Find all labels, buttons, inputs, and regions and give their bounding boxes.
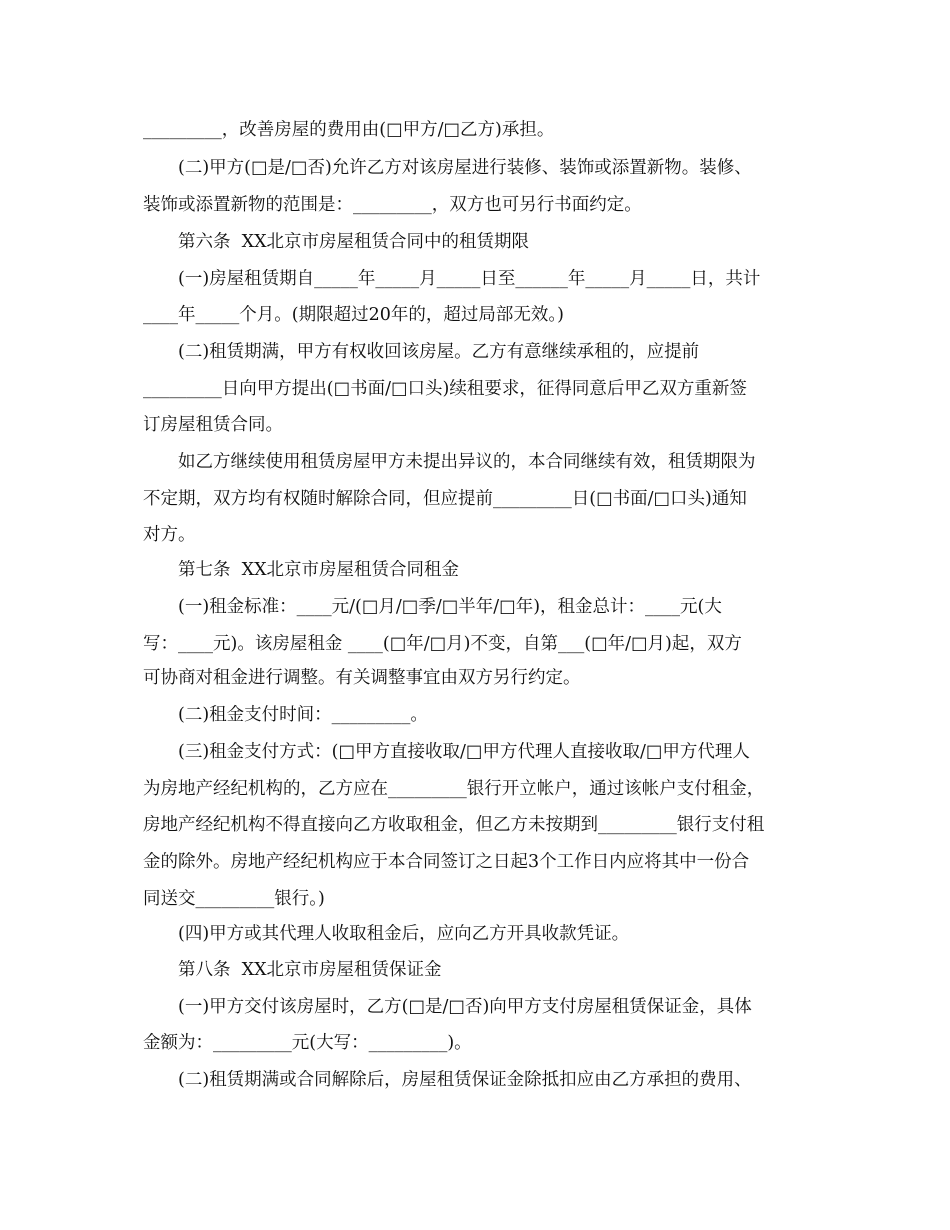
paragraph-line: (二)租赁期满，甲方有权收回该房屋。乙方有意继续承租的，应提前 [178,342,700,362]
section-heading: 第六条 XX北京市房屋租赁合同中的租赁期限 [178,232,530,252]
paragraph-line: ____年_____个月。(期限超过20年的，超过局部无效。) [143,305,564,325]
section-heading: 第八条 XX北京市房屋租赁保证金 [178,960,442,980]
paragraph-line: 金的除外。房地产经纪机构应于本合同签订之日起3个工作日内应将其中一份合 [143,852,750,872]
paragraph-line: 不定期，双方均有权随时解除合同，但应提前_________日(□书面/□口头)通知 [143,489,747,509]
section-heading: 第七条 XX北京市房屋租赁合同租金 [178,560,460,580]
paragraph-line: (二)租赁期满或合同解除后，房屋租赁保证金除抵扣应由乙方承担的费用、 [178,1070,752,1090]
paragraph-line: (一)房屋租赁期自_____年_____月_____日至______年_____月_____日，共计 [178,269,761,289]
paragraph-line: 订房屋租赁合同。 [143,415,283,435]
paragraph-line: 写：____元)。该房屋租金 ____(□年/□月)不变，自第___(□年/□月)起，双方 [143,634,742,654]
paragraph-line: (二)租金支付时间：_________。 [178,705,428,725]
paragraph-line: (三)租金支付方式：(□甲方直接收取/□甲方代理人直接收取/□甲方代理人 [178,742,750,762]
paragraph-line: 为房地产经纪机构的，乙方应在_________银行开立帐户，通过该帐户支付租金， [143,779,765,799]
paragraph-line: 对方。 [143,525,196,545]
paragraph-line: 装饰或添置新物的范围是：_________，双方也可另行书面约定。 [143,195,642,215]
paragraph-line: 金额为：_________元(大写：_________)。 [143,1033,472,1053]
paragraph-line: (一)租金标准：____元/(□月/□季/□半年/□年)，租金总计：____元(大 [178,597,722,617]
paragraph-line: 如乙方继续使用租赁房屋甲方未提出异议的，本合同继续有效，租赁期限为 [178,452,756,472]
paragraph-line: _________，改善房屋的费用由(□甲方/□乙方)承担。 [143,120,555,140]
paragraph-line: (二)甲方(□是/□否)允许乙方对该房屋进行装修、装饰或添置新物。装修、 [178,158,752,178]
paragraph-line: 同送交_________银行。) [143,889,325,909]
paragraph-line: _________日向甲方提出(□书面/□口头)续租要求，征得同意后甲乙双方重新签 [143,379,747,399]
paragraph-line: 可协商对租金进行调整。有关调整事宜由双方另行约定。 [143,668,581,688]
paragraph-line: (四)甲方或其代理人收取租金后，应向乙方开具收款凭证。 [178,924,630,944]
paragraph-line: (一)甲方交付该房屋时，乙方(□是/□否)向甲方支付房屋租赁保证金，具体 [178,997,752,1017]
paragraph-line: 房地产经纪机构不得直接向乙方收取租金，但乙方未按期到_________银行支付租 [143,815,765,835]
